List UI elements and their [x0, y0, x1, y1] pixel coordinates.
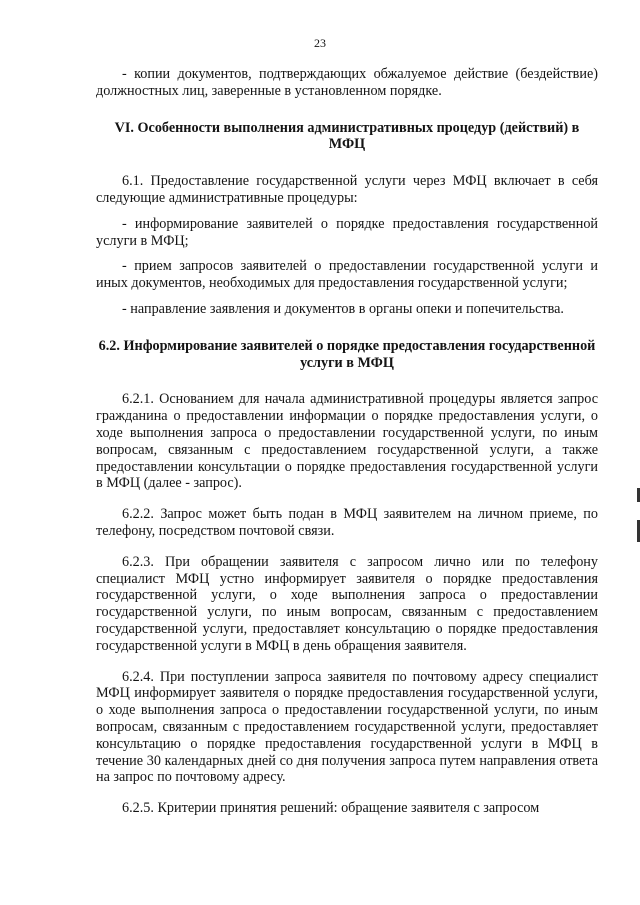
list-item-receiving-requests: - прием запросов заявителей о предоставлении государственной услуги и иных документов, необходимых для предоставления государственной услуги;: [96, 258, 598, 292]
paragraph-6-2-2: 6.2.2. Запрос может быть подан в МФЦ заявителем на личном приеме, по телефону, посредством почтовой связи.: [96, 506, 598, 539]
list-item-sending-documents: - направление заявления и документов в органы опеки и попечительства.: [122, 300, 564, 317]
paragraph-6-2-1: 6.2.1. Основанием для начала административной процедуры является запрос гражданина о предоставлении информации о порядке предоставления услуги, о ходе выполнения запроса о предоставлении государственной услуги, по иным вопросам, связанным с предоставлением государственной услуги, а также предоставлении консультации о порядке предоставления государственной услуги в МФЦ (далее - запрос).: [96, 391, 598, 492]
paragraph-6-1: 6.1. Предоставление государственной услуги через МФЦ включает в себя следующие административные процедуры:: [96, 173, 598, 206]
section-heading-6-2: 6.2. Информирование заявителей о порядке предоставления государственной услуги в МФЦ: [98, 337, 596, 371]
document-body: [96, 66, 598, 817]
paragraph-6-2-3: 6.2.3. При обращении заявителя с запросом лично или по телефону специалист МФЦ устно информирует заявителя о порядке предоставления государственной услуги, о ходе выполнения запроса о предоставлении государственной услуги, по иным вопросам, связанным с предоставлением государственной услуги, предоставляет консультацию о порядке предоставления государственной услуги в МФЦ в день обращения заявителя.: [96, 553, 598, 654]
paragraph-copies-of-documents: - копии документов, подтверждающих обжалуемое действие (бездействие) должностных лиц, заверенные в установленном порядке.: [96, 66, 598, 99]
list-item-informing: - информирование заявителей о порядке предоставления государственной услуги в МФЦ;: [96, 215, 598, 249]
paragraph-6-2-5: 6.2.5. Критерии принятия решений: обращение заявителя с запросом: [122, 800, 540, 817]
paragraph-6-2-4: 6.2.4. При поступлении запроса заявителя по почтовому адресу специалист МФЦ информирует заявителя о порядке предоставления государственной услуги, о ходе выполнения запроса о предоставлении государственной услуги, по иным вопросам, связанным с предоставлением государственной услуги, предоставляет консультацию о порядке предоставления государственной услуги в МФЦ в течение 30 календарных дней со дня получения запроса путем направления ответа на запрос по почтовому адресу.: [96, 668, 598, 786]
section-heading-vi: VI. Особенности выполнения административных процедур (действий) в МФЦ: [114, 119, 580, 153]
page-number: 23: [314, 36, 326, 50]
